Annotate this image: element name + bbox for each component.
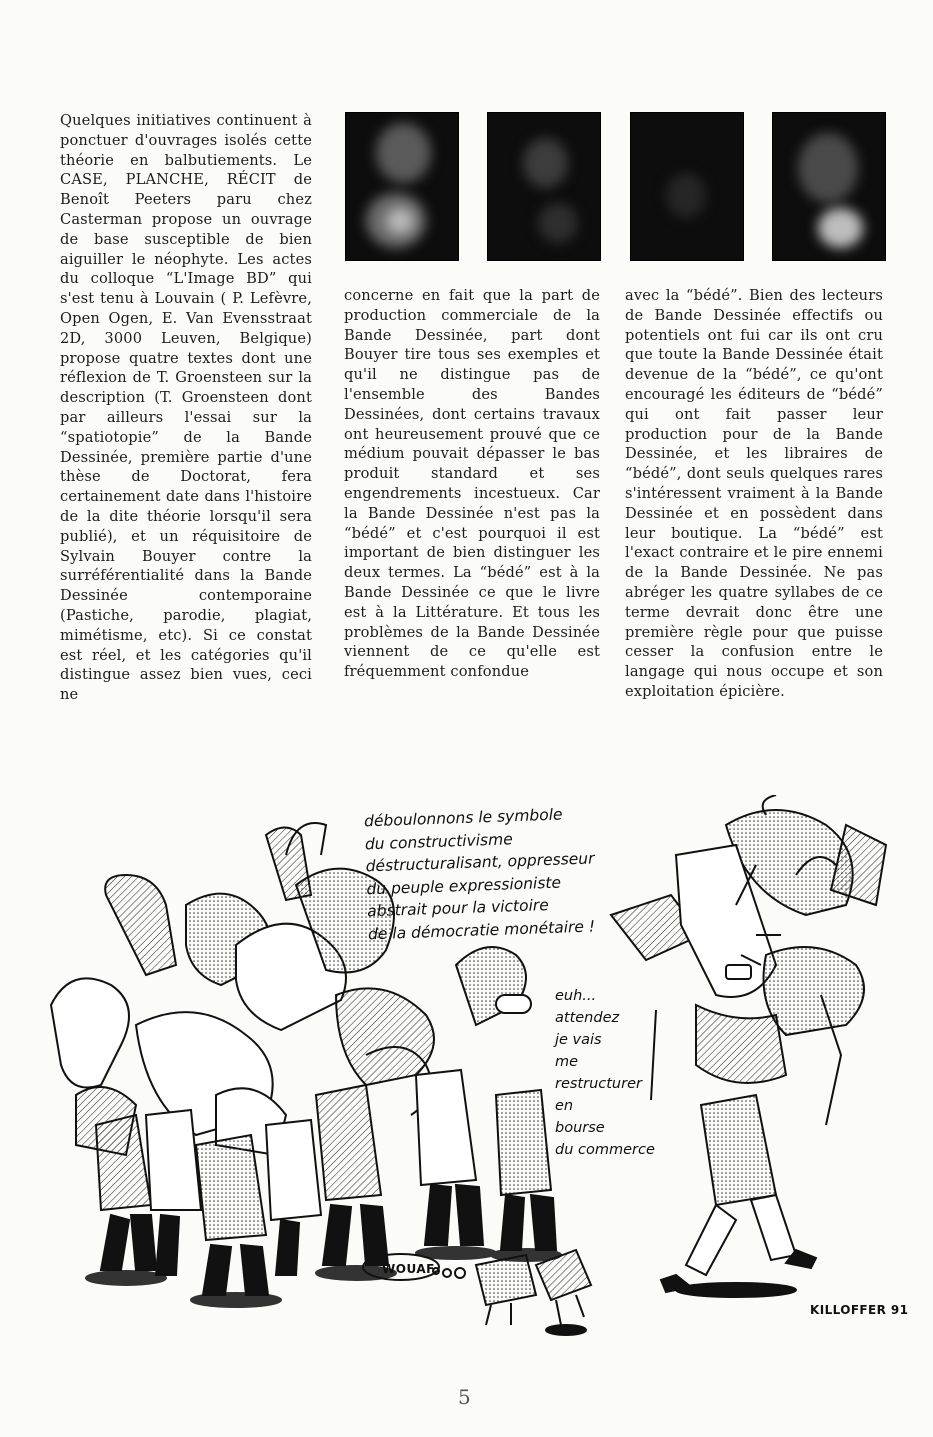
speech-bubble-reply: euh... attendez je vais me restructurer en bourse du commerce (555, 988, 655, 1158)
photo-frame-3 (630, 112, 744, 261)
artist-signature: KILLOFFER 91 (810, 1303, 909, 1317)
text-column-3: avec la “bédé”. Bien des lecteurs de Bande Dessinée effectifs ou potentiels ont fui car ils ont cru que toute la Bande Dessinée était devenue de la “bédé”, ce qu'ont encouragé les éditeurs de “bédé” qui ont fait passer leur production pour de la Bande Dessinée, et les libraires de “bédé”, dont seuls quelques rares s'intéressent vraiment à la Bande Dessinée et en possèdent dans leur boutique. La “bédé” est l'exact contraire et le pire ennemi de la Bande Dessinée. Ne pas abréger les quatre syllabes de ce terme devrait donc être une première règle pour que puisse cesser la confusion entre le langage qui nous occupe et son exploitation épicière. (625, 287, 883, 700)
speech-bubble-main: déboulonnons le symbole du constructivisme déstructuralisant, oppresseur du peuple expressioniste abstrait pour la victoire de la démocratie monétaire ! (363, 805, 596, 943)
photo-frame-2 (487, 112, 601, 261)
page-number: 5 (458, 1385, 471, 1409)
photo-frame-4 (772, 112, 886, 261)
photo-frame-1 (345, 112, 459, 261)
dog-bark-text: WOUAF. (382, 1262, 439, 1276)
text-column-1: Quelques initiatives continuent à ponctuer d'ouvrages isolés cette théorie en balbutiements. Le CASE, PLANCHE, RÉCIT de Benoît Peeters paru chez Casterman propose un ouvrage de base susceptible de bien aiguiller le néophyte. Les actes du colloque “L'Image BD” qui s'est tenu à Louvain ( P. Lefèvre, Open Ogen, E. Van Evensstraat 2D, 3000 Leuven, Belgique) propose quatre textes dont une réflexion de T. Groensteen sur la description (T. Groensteen dont par ailleurs l'essai sur la “spatiotopie” de la Bande Dessinée, première partie d'une thèse de Doctorat, fera certainement date dans l'histoire de la dite théorie lorsqu'il sera publié), et un réquisitoire de Sylvain Bouyer contre la surréférentialité dans la Bande Dessinée contemporaine (Pastiche, parodie, plagiat, mimétisme, etc). Si ce constat est réel, et les catégories qu'il distingue assez bien vues, ceci ne (60, 112, 312, 704)
text-column-2: concerne en fait que la part de production commerciale de la Bande Dessinée, part dont Bouyer tire tous ses exemples et qu'il ne distingue pas de l'ensemble des Bandes Dessinées, dont certains travaux ont heureusement prouvé que ce médium pouvait dépasser le bas produit standard et ses engendrements incestueux. Car la Bande Dessinée n'est pas la “bédé” et c'est pourquoi il est important de bien distinguer les deux termes. La “bédé” est à la Bande Dessinée ce que le livre est à la Littérature. Et tous les problèmes de la Bande Dessinée viennent de ce qu'elle est fréquemment confondue (344, 287, 600, 681)
